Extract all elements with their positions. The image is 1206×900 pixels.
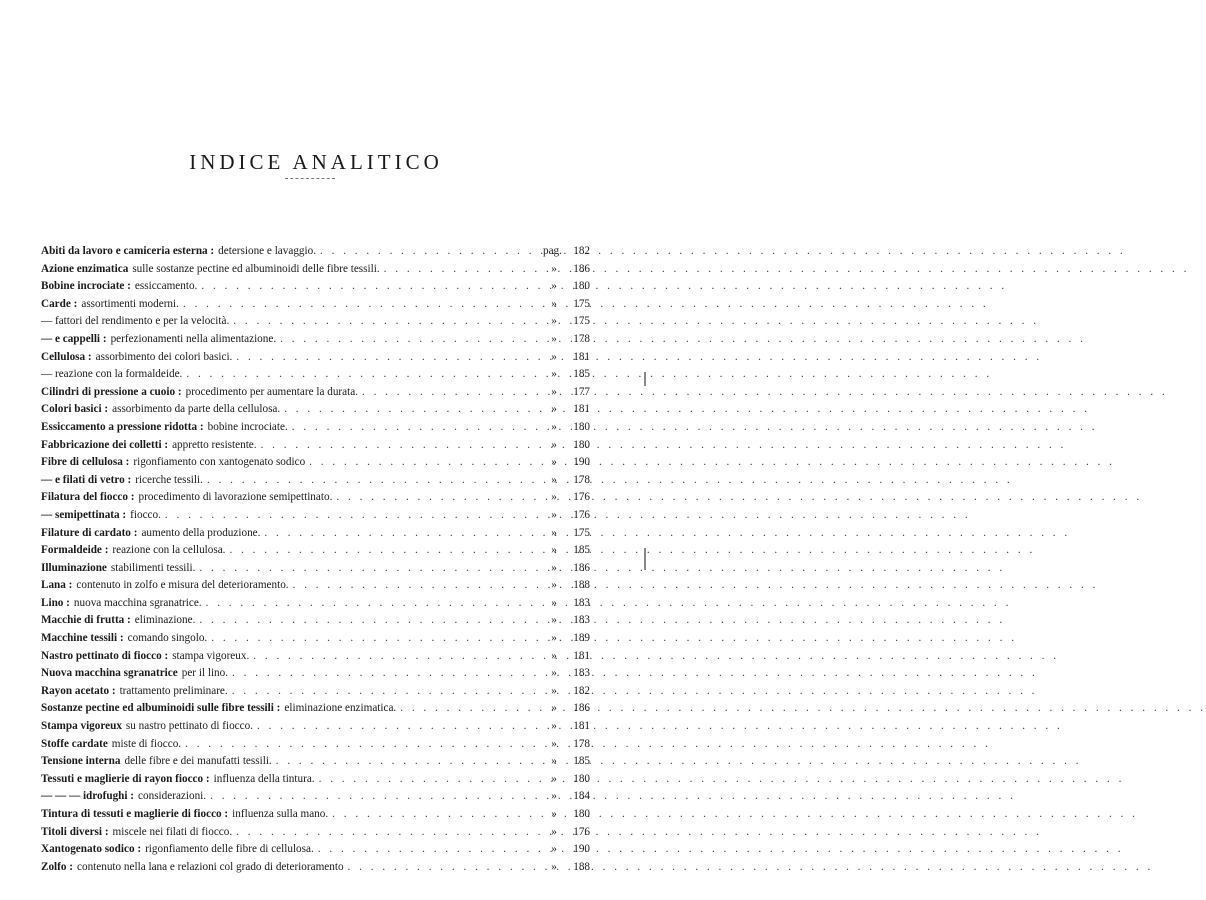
entry-description: procedimento per aumentare la durata. [185, 385, 358, 398]
dot-leader [276, 753, 539, 771]
entry-description: — fattori del rendimento e per la velocità. [41, 315, 230, 328]
page-number: 175 [573, 297, 590, 310]
index-entry [41, 648, 590, 666]
page-number: 180 [573, 438, 590, 451]
dot-leader [183, 296, 539, 314]
entry-heading: Tensione interna [41, 755, 121, 768]
entry-heading: — e filati di vetro : [41, 473, 132, 486]
page-title: INDICE ANALITICO [189, 150, 443, 174]
dot-leader [384, 261, 539, 279]
page-number: 182 [573, 684, 590, 697]
page-number: 184 [573, 790, 590, 803]
index-entry [41, 384, 590, 402]
entry-heading: Fibre di cellulosa : [41, 456, 130, 469]
margin-mark [644, 372, 646, 386]
page-prefix: » [551, 702, 557, 715]
page-number: 186 [573, 702, 590, 715]
entry-description: essiccamento. [134, 280, 198, 293]
entry-heading: Lino : [41, 596, 70, 609]
page-prefix: » [551, 438, 557, 451]
entry-heading: — semipettinata : [41, 508, 127, 521]
dot-leader [318, 841, 539, 859]
page-number: 181 [573, 649, 590, 662]
index-entry [41, 595, 590, 613]
page-prefix: » [551, 350, 557, 363]
entry-heading: Rayon acetato : [41, 684, 116, 697]
page-prefix: » [551, 508, 557, 521]
index-entry [41, 489, 590, 507]
page-prefix: » [551, 297, 557, 310]
index-entry [41, 577, 590, 595]
page-prefix: » [551, 825, 557, 838]
entry-heading: Bobine incrociate : [41, 280, 131, 293]
entry-heading: Formaldeide : [41, 544, 109, 557]
index-entry [41, 437, 590, 455]
entry-description: assorbimento dei colori basici. [95, 350, 233, 363]
page-number: 180 [573, 420, 590, 433]
margin-mark [644, 548, 646, 570]
dot-leader [400, 700, 539, 718]
index-entry [41, 824, 590, 842]
entry-description: bobine incrociate. [207, 420, 288, 433]
entry-heading: — e cappelli : [41, 332, 107, 345]
page-prefix: » [551, 684, 557, 697]
index-entry [41, 331, 590, 349]
entry-heading: Abiti da lavoro e camiceria esterna : [41, 245, 215, 257]
page-prefix: » [551, 385, 557, 398]
index-entry [41, 525, 590, 543]
index-entry [41, 665, 590, 683]
entry-description: reazione con la cellulosa. [112, 544, 226, 557]
entry-description: miste di fiocco. [111, 737, 182, 750]
dot-leader [201, 278, 539, 296]
entry-description: considerazioni. [138, 790, 207, 803]
page-number: 180 [573, 772, 590, 785]
page-number: 183 [573, 596, 590, 609]
page-number: 181 [573, 403, 590, 416]
entry-heading: Lana : [41, 579, 73, 592]
page-prefix: » [551, 456, 557, 469]
entry-description: per il lino. [181, 667, 229, 680]
dot-leader [206, 595, 539, 613]
entry-description: perfezionamenti nella alimentazione. [110, 332, 277, 345]
entry-description: contenuto in zolfo e misura del deterioramento. [76, 579, 289, 592]
entry-description: influenza della tintura. [213, 772, 315, 785]
page-number: 190 [573, 843, 590, 856]
page-prefix: » [551, 368, 557, 381]
dot-leader [309, 454, 539, 472]
page-prefix: » [551, 843, 557, 856]
dot-leader [232, 683, 539, 701]
entry-heading: Azione enzimatica [41, 262, 129, 275]
entry-heading: Macchie di frutta : [41, 614, 131, 627]
entry-heading: Nastro pettinato di fiocco : [41, 649, 169, 662]
page-prefix: » [551, 790, 557, 803]
entry-description: contenuto nella lana e relazioni col grado di deterioramento [77, 860, 344, 873]
entry-heading: Cilindri di pressione a cuoio : [41, 385, 182, 398]
dot-leader [261, 437, 539, 455]
dot-leader [233, 313, 539, 331]
entry-description: assorbimento da parte della cellulosa. [112, 403, 281, 416]
index-entry [41, 296, 590, 314]
entry-description: delle fibre e dei manufatti tessili. [124, 755, 272, 768]
entry-heading: Stoffe cardate [41, 737, 108, 750]
entry-description: miscele nei filati di fiocco. [112, 825, 233, 838]
entry-heading: Titoli diversi : [41, 825, 109, 838]
page-prefix: » [551, 280, 557, 293]
entry-description: nuova macchina sgranatrice. [73, 596, 202, 609]
index-entry [41, 261, 590, 279]
entry-heading: Macchine tessili : [41, 632, 124, 645]
page-prefix: » [551, 755, 557, 768]
page-number: 183 [573, 614, 590, 627]
dot-leader [199, 612, 539, 630]
dot-leader [336, 489, 539, 507]
page-number: 182 [573, 245, 590, 257]
index-entry [41, 788, 590, 806]
index-entry [41, 841, 590, 859]
index-entry [41, 419, 590, 437]
page-number: 175 [573, 526, 590, 539]
entry-heading: Stampa vigoreux [41, 720, 122, 733]
page-number: 188 [573, 579, 590, 592]
entry-heading: Essiccamento a pressione ridotta : [41, 420, 204, 433]
index-entry [41, 243, 590, 261]
page-number: 176 [573, 491, 590, 504]
entry-heading: Tessuti e maglierie di rayon fiocco : [41, 772, 210, 785]
index-entry [41, 806, 590, 824]
page-number: 178 [573, 332, 590, 345]
dot-leader [199, 560, 539, 578]
page-prefix: » [551, 860, 557, 873]
index-entry [41, 560, 590, 578]
entry-heading: Filature di cardato : [41, 526, 138, 539]
index-entry [41, 736, 590, 754]
page-number: 176 [573, 508, 590, 521]
entry-heading: Tintura di tessuti e maglierie di fiocco : [41, 808, 229, 820]
entry-description: fiocco. [130, 508, 161, 521]
entry-description: — reazione con la formaldeide. [41, 368, 183, 381]
page-prefix: » [551, 579, 557, 592]
dot-leader [236, 349, 539, 367]
index-list [41, 243, 590, 876]
entry-heading: Illuminazione [41, 561, 107, 574]
dot-leader [319, 771, 539, 789]
entry-heading: Filatura del fiocco : [41, 491, 135, 504]
index-entry [41, 700, 590, 718]
index-entry [41, 771, 590, 789]
entry-description: comando singolo. [127, 632, 208, 645]
index-entry [41, 507, 590, 525]
dot-leader [253, 648, 539, 666]
page-number: 189 [573, 632, 590, 645]
dot-leader [186, 366, 539, 384]
entry-description: influenza sulla mano. [232, 808, 329, 820]
page-number: 176 [573, 825, 590, 838]
page-prefix: » [551, 649, 557, 662]
page-number: 188 [573, 860, 590, 873]
entry-description: assortimenti moderni. [81, 297, 179, 310]
dot-leader [207, 472, 539, 490]
page-prefix: » [551, 544, 557, 557]
dot-leader [257, 718, 539, 736]
page-prefix: » [551, 772, 557, 785]
dot-leader [362, 384, 539, 402]
entry-description: stabilimenti tessili. [110, 561, 196, 574]
entry-description: detersione e lavaggio. [218, 245, 317, 257]
dot-leader [293, 577, 539, 595]
page-prefix: pag. [543, 245, 562, 257]
page-number: 178 [573, 737, 590, 750]
page-prefix: » [551, 315, 557, 328]
page-prefix: » [551, 667, 557, 680]
index-entry [41, 349, 590, 367]
dot-leader [348, 859, 539, 877]
page-number: 181 [573, 350, 590, 363]
page-number: 181 [573, 720, 590, 733]
entry-description: eliminazione. [134, 614, 196, 627]
page-number: 177 [573, 385, 590, 398]
entry-description: procedimento di lavorazione semipettinato. [138, 491, 333, 504]
dot-leader [211, 630, 539, 648]
entry-heading: Nuova macchina sgranatrice [41, 667, 178, 680]
page-number: 186 [573, 561, 590, 574]
page-prefix: » [551, 632, 557, 645]
dot-leader [284, 401, 539, 419]
page-prefix: » [551, 526, 557, 539]
page-number: 186 [573, 262, 590, 275]
index-entry [41, 612, 590, 630]
page-number: 185 [573, 544, 590, 557]
page-prefix: » [551, 614, 557, 627]
dot-leader [320, 243, 539, 261]
dot-leader [185, 736, 539, 754]
dot-leader [292, 419, 539, 437]
dot-leader [229, 542, 539, 560]
page-number: 180 [573, 808, 590, 820]
index-entry [41, 401, 590, 419]
page-number: 178 [573, 473, 590, 486]
entry-heading: Carde : [41, 297, 78, 310]
page-number: 185 [573, 755, 590, 768]
title-ornament-rule [285, 178, 335, 179]
index-entry [41, 366, 590, 384]
entry-description: aumento della produzione. [141, 526, 261, 539]
page-number: 175 [573, 315, 590, 328]
page-prefix: » [551, 561, 557, 574]
dot-leader [264, 525, 539, 543]
index-entry [41, 278, 590, 296]
index-entry [41, 859, 590, 877]
dot-leader [236, 824, 539, 842]
dot-leader [332, 806, 539, 824]
index-entry [41, 683, 590, 701]
index-entry [41, 753, 590, 771]
entry-description: stampa vigoreux. [172, 649, 250, 662]
entry-description: eliminazione enzimatica. [284, 702, 397, 715]
dot-leader [280, 331, 539, 349]
entry-heading: Fabbricazione dei colletti : [41, 438, 169, 451]
entry-heading: Zolfo : [41, 860, 74, 873]
entry-description: su nastro pettinato di fiocco. [125, 720, 253, 733]
page-number: 190 [573, 456, 590, 469]
page-prefix: » [551, 720, 557, 733]
page-number: 183 [573, 667, 590, 680]
page-prefix: » [551, 262, 557, 275]
entry-heading: Xantogenato sodico : [41, 843, 142, 856]
page-number: 180 [573, 280, 590, 293]
page-prefix: » [551, 420, 557, 433]
index-entry [41, 630, 590, 648]
index-entry [41, 313, 590, 331]
entry-heading: — — — idrofughi : [41, 790, 135, 803]
dot-leader [232, 665, 539, 683]
page-prefix: » [551, 491, 557, 504]
index-entry [41, 472, 590, 490]
page-number: 185 [573, 368, 590, 381]
entry-heading: Colori basici : [41, 403, 109, 416]
entry-heading: Cellulosa : [41, 350, 92, 363]
entry-description: rigonfiamento delle fibre di cellulosa. [145, 843, 314, 856]
entry-description: appretto resistente. [172, 438, 257, 451]
entry-description: ricerche tessili. [135, 473, 203, 486]
entry-heading: Sostanze pectine ed albuminoidi sulle fibre tessili : [41, 702, 281, 715]
index-entry [41, 542, 590, 560]
page-prefix: » [551, 473, 557, 486]
dot-leader [210, 788, 539, 806]
entry-description: sulle sostanze pectine ed albuminoidi delle fibre tessili. [132, 262, 380, 275]
page-prefix: » [551, 596, 557, 609]
page-prefix: » [551, 332, 557, 345]
index-entry [41, 718, 590, 736]
page-prefix: » [551, 737, 557, 750]
index-entry [41, 454, 590, 472]
page-prefix: » [551, 808, 557, 820]
entry-description: trattamento preliminare. [119, 684, 228, 697]
page-prefix: » [551, 403, 557, 416]
dot-leader [165, 507, 539, 525]
entry-description: rigonfiamento con xantogenato sodico [133, 456, 306, 469]
